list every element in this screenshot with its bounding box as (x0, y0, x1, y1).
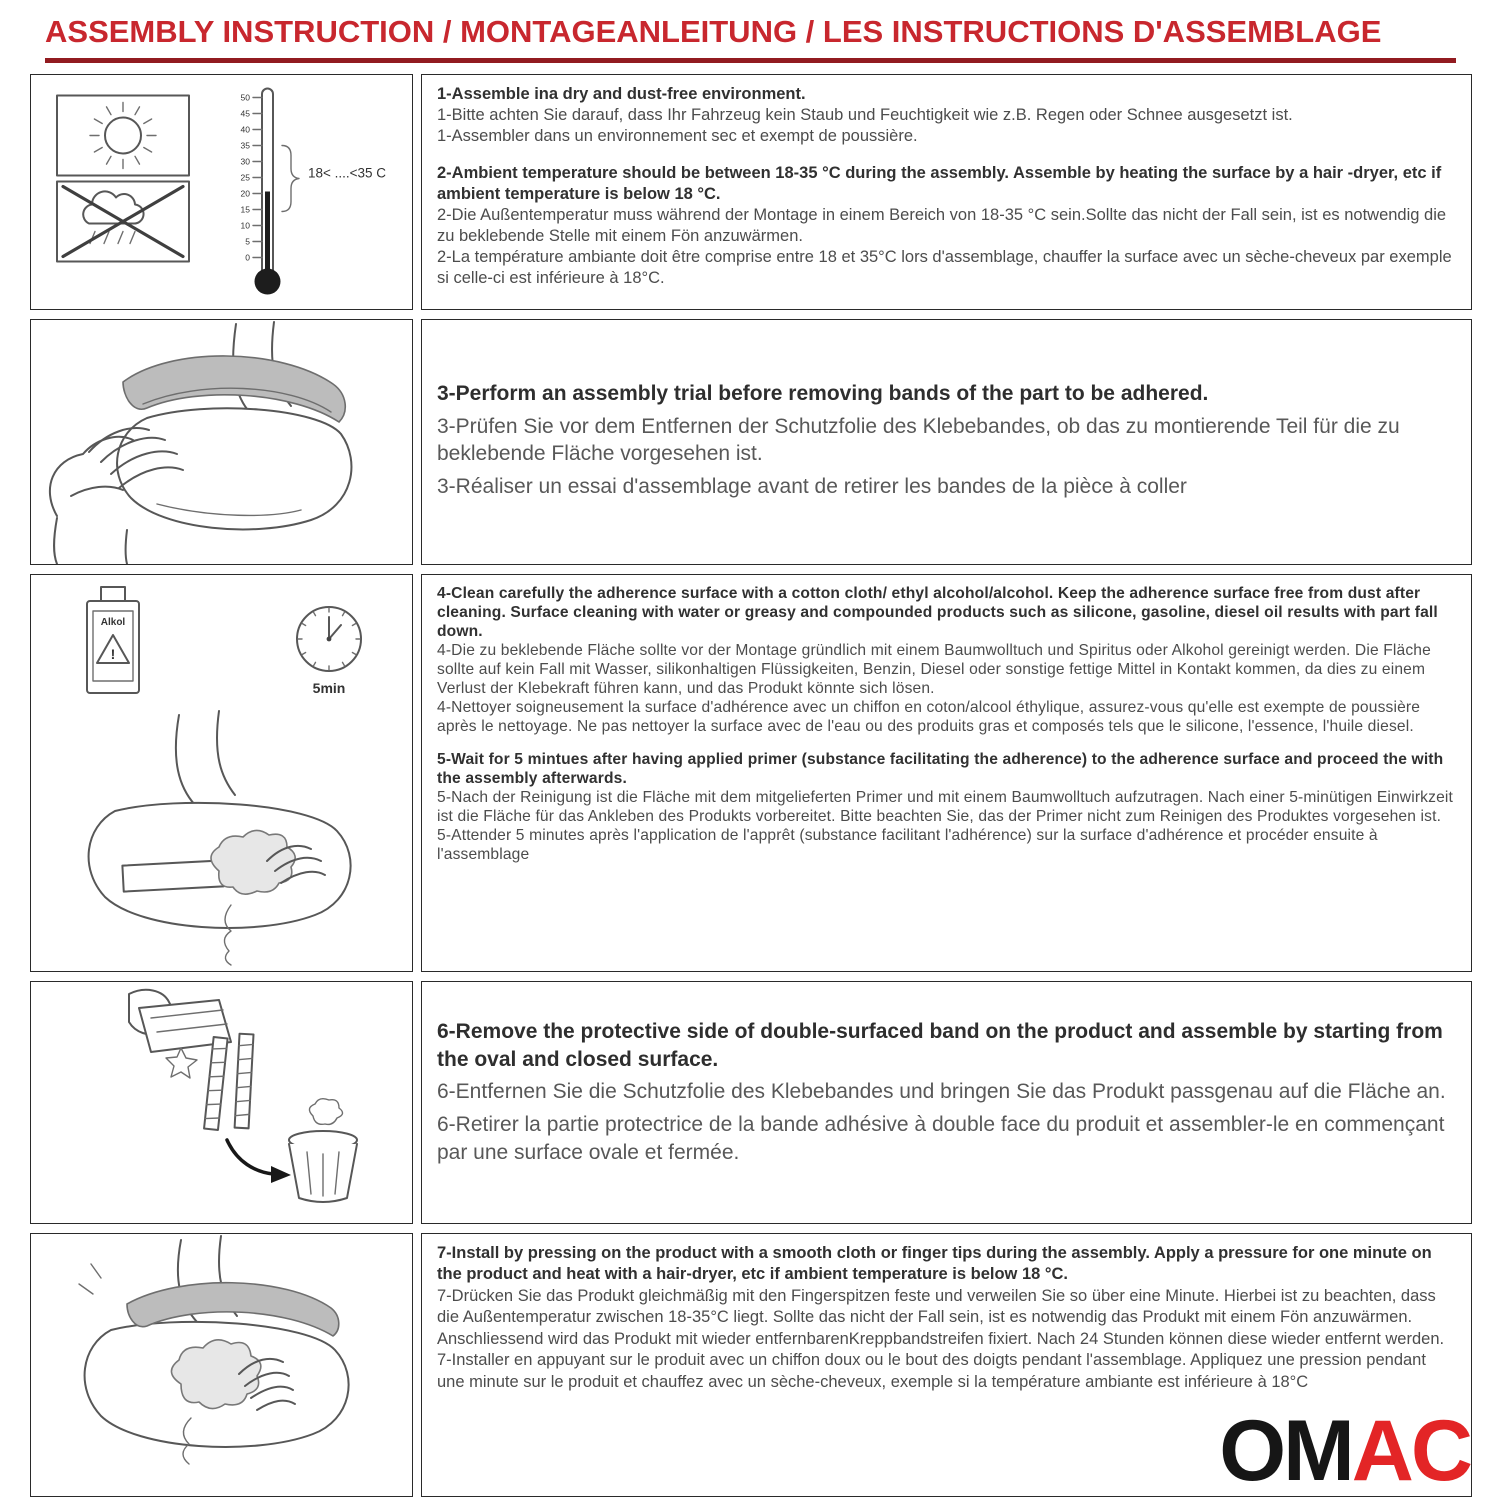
no-rain-icon (57, 182, 189, 262)
temperature-range-label: 18< ....<35 C (308, 165, 387, 181)
svg-text:30: 30 (240, 156, 250, 167)
step3-de: 3-Prüfen Sie vor dem Entfernen der Schutzfolie des Klebebandes, ob das zu montierende Teil für die zu beklebende Fläche vorgesehen ist. (437, 414, 1400, 466)
svg-text:20: 20 (240, 188, 250, 199)
step-text-3 (421, 319, 1472, 565)
step1-en: 1-Assemble ina dry and dust-free environment. (437, 85, 806, 103)
svg-text:35: 35 (240, 140, 250, 151)
clock-icon (297, 607, 361, 696)
step6-en: 6-Remove the protective side of double-surfaced band on the product and assemble by starting from the oval and closed surface. (437, 1020, 1443, 1071)
svg-text:50: 50 (240, 92, 250, 103)
svg-text:45: 45 (240, 108, 250, 119)
step-row-1-2 (30, 74, 1472, 310)
step3-en: 3-Perform an assembly trial before removing bands of the part to be adhered. (437, 382, 1209, 405)
tape-removal-illustration (31, 982, 412, 1223)
step-row-6 (30, 981, 1472, 1224)
step-row-4-5 (30, 574, 1472, 972)
svg-text:0: 0 (245, 252, 250, 263)
step2-fr: 2-La température ambiante doit être comprise entre 18 et 35°C lors d'assemblage, chauffer la surface avec un sèche-cheveux par exemple si celle-ci est inférieure à 18°C. (437, 247, 1452, 287)
figure-pressing (30, 1233, 413, 1497)
svg-text:10: 10 (240, 220, 250, 231)
step2-de: 2-Die Außentemperatur muss während der Montage in einem Bereich von 18-35 °C sein.Sollte das nicht der Fall sein, ist es notwendig die zu beklebende Stelle mit einem Fön anzuwärmen. (437, 205, 1447, 245)
step1-fr: 1-Assembler dans un environnement sec et exempt de poussière. (437, 126, 918, 145)
figure-band-removal (30, 981, 413, 1224)
svg-text:25: 25 (240, 172, 250, 183)
omac-logo (1219, 1402, 1470, 1499)
step7-de: 7-Drücken Sie das Produkt gleichmäßig mit den Fingerspitzen feste und verweilen Sie so über eine Minute. Hierbei ist zu beachten, dass die Außentemperatur zwischen 18-35°C liegt. Sollte das nicht der Fall sein, ist es notwendig das Produkt mit einem Fön anzuwärmen. Anschliessend wird das Produkt mit wieder entfernbarenKreppbandstreifen fixiert. Nach 24 Stunden können diese wieder entfernt werden. (437, 1286, 1445, 1348)
trash-can-icon (289, 1099, 357, 1202)
mirror-pressing-illustration (31, 1234, 412, 1496)
step-row-3 (30, 319, 1472, 565)
sparkle-icon (166, 1048, 197, 1078)
omac-logo-red-part: AC (1351, 1402, 1470, 1499)
environment-illustration (31, 75, 412, 309)
title-underline (45, 58, 1456, 63)
step2-en: 2-Ambient temperature should be between 18-35 °C during the assembly. Assemble by heating the surface by a hair -dryer, etc if ambient temperature is below 18 °C. (437, 163, 1442, 203)
alcohol-bottle-icon (87, 587, 139, 693)
wait-time-label: 5min (312, 680, 346, 696)
step-text-4-5 (421, 574, 1472, 972)
mirror-cleaning-drawing (89, 711, 351, 965)
hand-mirror-illustration (31, 320, 412, 564)
step4-en: 4-Clean carefully the adherence surface with a cotton cloth/ ethyl alcohol/alcohol. Keep the adherence surface free from dust after cleaning. Surface cleaning with water or greasy and compounded products such as silicone, gasoline, diesel oil results with part fall down. (437, 585, 1438, 641)
step5-de: 5-Nach der Reinigung ist die Fläche mit dem mitgelieferten Primer und mit einem Baumwolltuch aufzutragen. Nach einer 5-minütigen Einwirkzeit ist die Fläche für das Ankleben des Produkts vorbereitet. Bitte beachten Sie, das der Primer nicht zum Reinigen des Produktes vorgesehen ist. (437, 789, 1453, 826)
step4-de: 4-Die zu beklebende Fläche sollte vor der Montage gründlich mit einem Baumwolltuch und Spiritus oder Alkohol gereinigt werden. Die Fläche sollte auf kein Fall mit Wasser, silikonhaltigen Flüssigkeiten, Benzin, Diesel oder sonstige fettige Mittel in Kontakt kommen, da dies zu einem Verlust der Klebekraft führen kann, und das Produkt könnte sich lösen. (437, 642, 1431, 698)
step7-en: 7-Install by pressing on the product with a smooth cloth or finger tips during the assembly. Apply a pressure for one minute on the product and heat with a hair-dryer, etc if ambient temperature is below 18 °C. (437, 1244, 1432, 1284)
omac-logo-black-part: OM (1219, 1402, 1352, 1499)
adhesive-strips-icon (204, 1034, 253, 1130)
bottle-label: Alkol (100, 617, 126, 628)
page-title: ASSEMBLY INSTRUCTION / MONTAGEANLEITUNG / LES INSTRUCTIONS D'ASSEMBLAGE (45, 14, 1382, 49)
warning-exclamation: ! (110, 646, 116, 662)
motion-marks (79, 1264, 101, 1294)
step-text-1-2 (421, 74, 1472, 310)
instruction-rows (0, 74, 1500, 1497)
figure-environment (30, 74, 413, 310)
svg-text:5: 5 (245, 236, 250, 247)
sun-icon (57, 96, 189, 176)
figure-assembly-trial (30, 319, 413, 565)
step3-fr: 3-Réaliser un essai d'assemblage avant de retirer les bandes de la pièce à coller (437, 475, 1187, 499)
step6-fr: 6-Retirer la partie protectrice de la bande adhésive à double face du produit et assembler-le en commençant par une surface ovale et fermée. (437, 1113, 1445, 1164)
step6-de: 6-Entfernen Sie die Schutzfolie des Klebebandes und bringen Sie das Produkt passgenau auf die Fläche an. (437, 1080, 1446, 1104)
step-text-6 (421, 981, 1472, 1224)
svg-text:15: 15 (240, 204, 250, 215)
arrow-icon (227, 1140, 291, 1183)
cleaning-illustration (31, 575, 412, 971)
step7-fr: 7-Installer en appuyant sur le produit avec un chiffon doux ou le bout des doigts pendant l'assemblage. Appliquez une pression pendant une minute sur le produit et chauffez avec un sèche-cheveux, exemple si la température ambiante est inférieure à 18°C (437, 1351, 1426, 1391)
thermometer-icon (241, 89, 387, 295)
figure-cleaning (30, 574, 413, 972)
svg-text:40: 40 (240, 124, 250, 135)
step4-fr: 4-Nettoyer soigneusement la surface d'adhérence avec un chiffon en coton/alcool éthylique, assurez-vous qu'elle est exempte de poussière après le nettoyage. Ne pas nettoyer la surface avec de l'eau ou des produits gras et composés tels que le silicone, l'essence, l'huile diesel. (437, 699, 1421, 736)
step5-en: 5-Wait for 5 mintues after having applied primer (substance facilitating the adherence) to the adherence surface and proceed the with the assembly afterwards. (437, 751, 1444, 788)
step1-de: 1-Bitte achten Sie darauf, dass Ihr Fahrzeug kein Staub und Feuchtigkeit wie z.B. Regen oder Schnee ausgesetzt ist. (437, 105, 1293, 124)
step5-fr: 5-Attender 5 minutes après l'application de l'apprêt (substance facilitant l'adhérence) sur la surface d'adhérence et procéder ensuite à l'assemblage (437, 827, 1378, 864)
